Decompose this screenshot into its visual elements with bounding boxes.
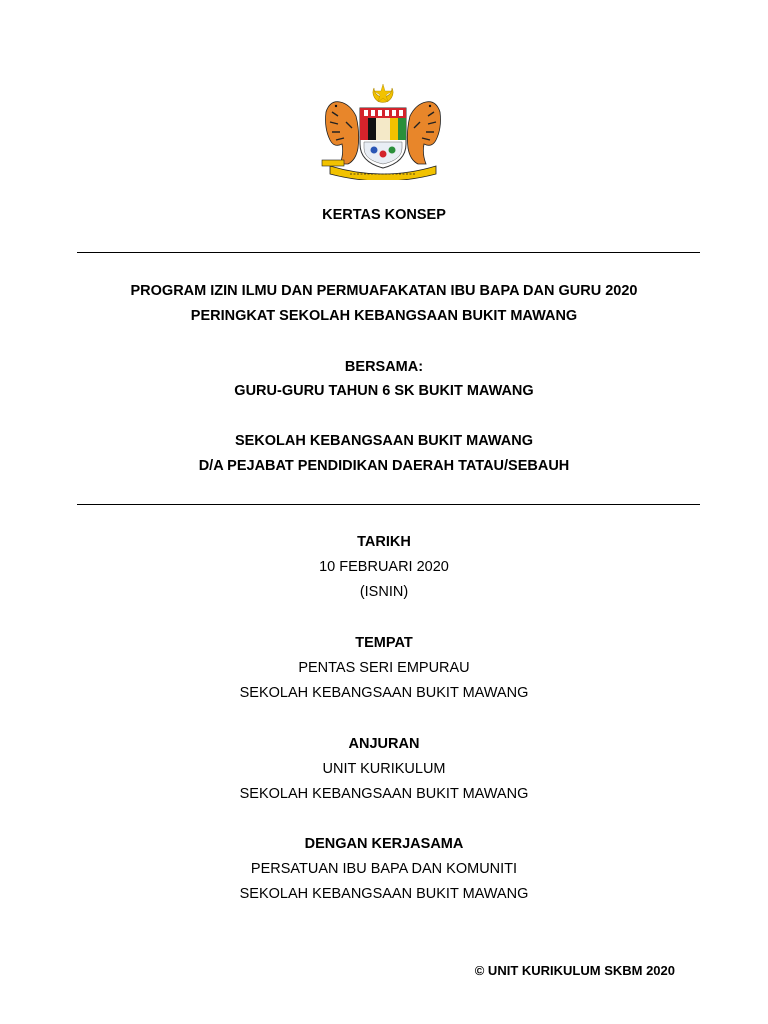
venue-label: TEMPAT: [355, 635, 413, 651]
with-label: BERSAMA:: [344, 359, 424, 375]
date-label: TARIKH: [357, 534, 411, 550]
school-name: SEKOLAH KEBANGSAAN BUKIT MAWANG: [234, 433, 534, 449]
organizer-label: ANJURAN: [348, 736, 420, 752]
document-type-heading: KERTAS KONSEP: [322, 207, 446, 223]
with-value: GURU-GURU TAHUN 6 SK BUKIT MAWANG: [234, 383, 534, 399]
date-value: 10 FEBRUARI 2020: [319, 559, 449, 575]
program-title-line-2: PERINGKAT SEKOLAH KEBANGSAAN BUKIT MAWANG: [190, 308, 578, 324]
malaysia-coat-of-arms-icon: [320, 82, 446, 180]
cooperation-line-1: PERSATUAN IBU BAPA DAN KOMUNITI: [250, 861, 518, 877]
venue-line-1: PENTAS SERI EMPURAU: [298, 660, 470, 676]
bottom-divider: [77, 504, 700, 505]
top-divider: [77, 252, 700, 253]
cooperation-label: DENGAN KERJASAMA: [304, 836, 464, 852]
school-address: D/A PEJABAT PENDIDIKAN DAERAH TATAU/SEBAUH: [198, 458, 570, 474]
organizer-line-2: SEKOLAH KEBANGSAAN BUKIT MAWANG: [239, 786, 529, 802]
venue-line-2: SEKOLAH KEBANGSAAN BUKIT MAWANG: [239, 685, 529, 701]
organizer-line-1: UNIT KURIKULUM: [322, 761, 446, 777]
program-title-line-1: PROGRAM IZIN ILMU DAN PERMUAFAKATAN IBU BAPA DAN GURU 2020: [130, 283, 638, 299]
copyright-footer: © UNIT KURIKULUM SKBM 2020: [474, 963, 675, 978]
cooperation-line-2: SEKOLAH KEBANGSAAN BUKIT MAWANG: [239, 886, 529, 902]
date-day: (ISNIN): [359, 584, 409, 600]
